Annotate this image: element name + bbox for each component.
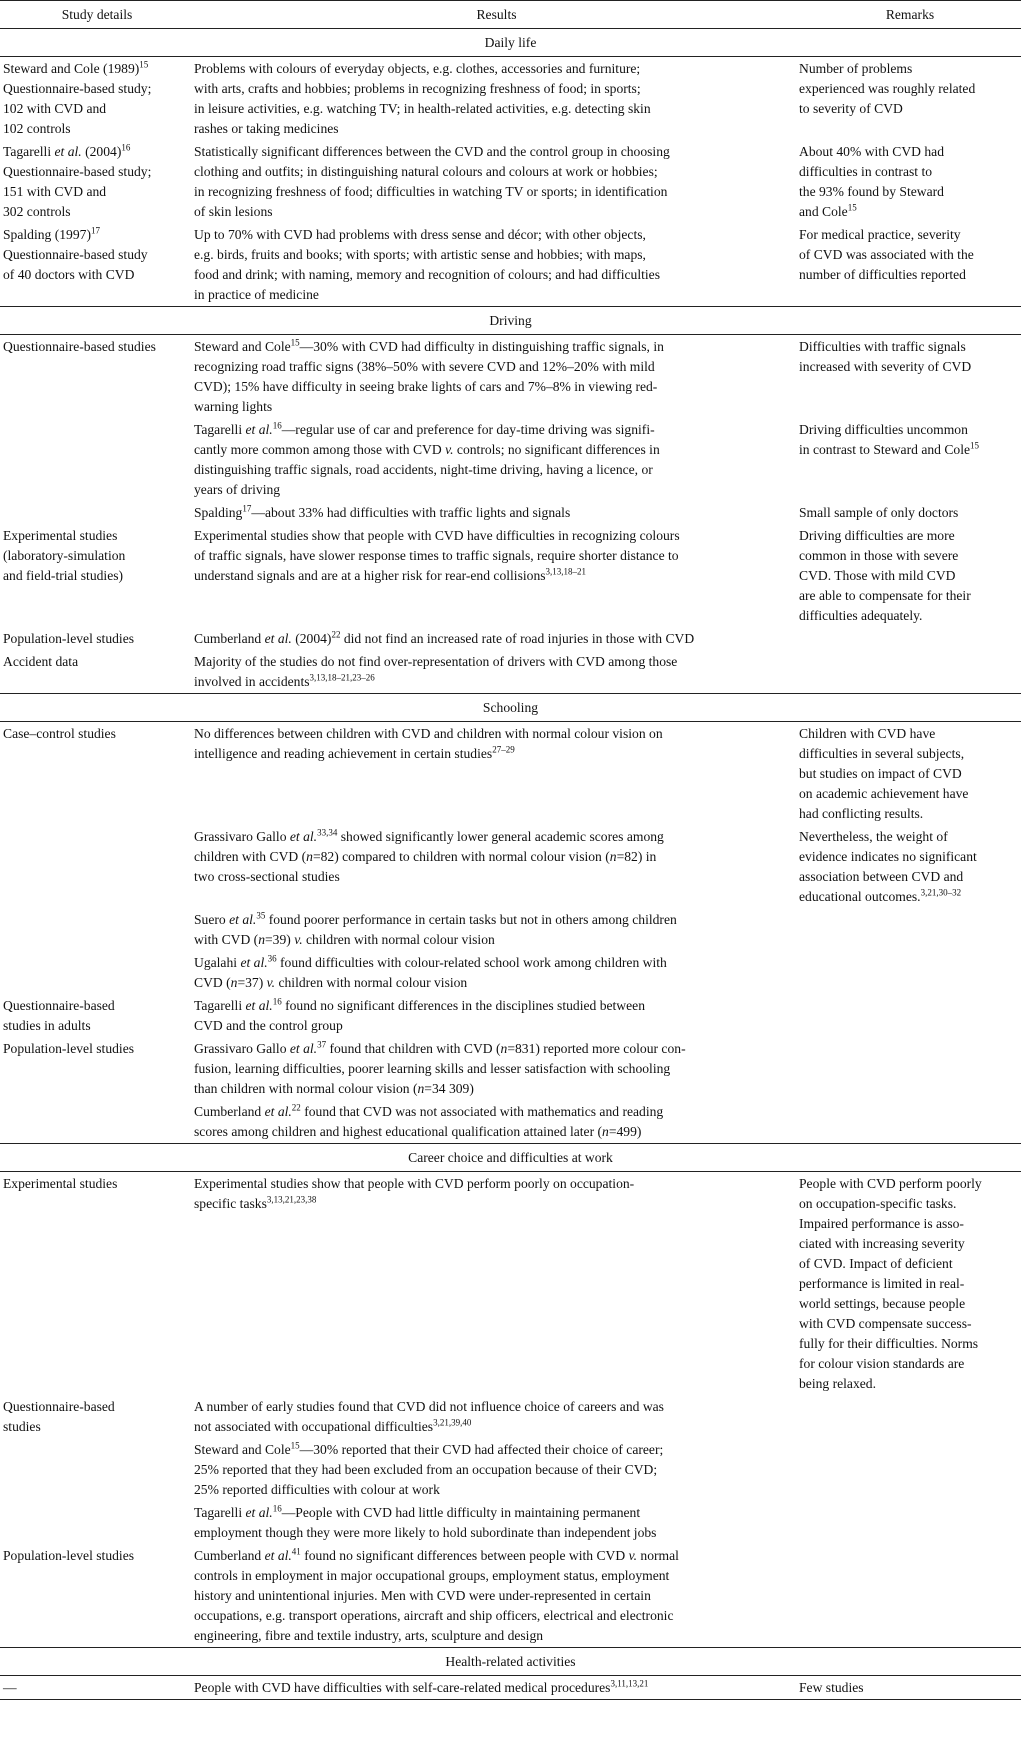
section-career: Career choice and difficulties at work bbox=[0, 1144, 1021, 1172]
study-cell: Spalding $(1997)^{17}$ Questionnaire-based study of 40 doctors with CVD bbox=[3, 225, 148, 282]
section-daily-life: Daily life bbox=[0, 29, 1021, 57]
result-cell: Statistically significant differences between the CVD and the control group in choosing clothing and outfits; in distinguishing natural colours and colours at work or hobbies; in recognizing freshness of food; difficulties in watching TV or sports; in identification of skin lesions bbox=[194, 144, 670, 219]
header-study-details: Study details bbox=[0, 1, 194, 29]
remark-cell: Difficulties with traffic signals increased with severity of CVD bbox=[799, 339, 972, 374]
study-cell bbox=[0, 951, 194, 994]
result-cell: Suero et al.$^{35}$ found poorer performance in certain tasks but not in others among children with CVD (n=39) v. children with normal colour vision bbox=[194, 910, 677, 947]
study-cell bbox=[0, 1501, 194, 1544]
study-cell: Questionnaire-based studies bbox=[3, 339, 156, 354]
remark-cell: Number of problems experienced was roughly related to severity of CVD bbox=[799, 61, 976, 116]
remark-cell bbox=[799, 1395, 1021, 1438]
table-row bbox=[0, 994, 1021, 1037]
study-cell: Questionnaire-based studies in adults bbox=[3, 998, 115, 1033]
study-cell: Questionnaire-based studies bbox=[3, 1399, 115, 1434]
remark-cell bbox=[799, 951, 1021, 994]
remark-cell: Few studies bbox=[799, 1680, 864, 1695]
study-cell: Population-level studies bbox=[3, 1041, 135, 1056]
table-row bbox=[0, 825, 1021, 908]
table-row bbox=[0, 1438, 1021, 1501]
study-cell: Experimental studies bbox=[3, 1176, 118, 1191]
study-cell bbox=[0, 1100, 194, 1144]
result-cell: Up to 70% with CVD had problems with dress sense and décor; with other objects, e.g. birds, fruits and books; with sports; with artistic sense and hobbies; with maps, food and drink; with naming, memory and recognition of colours; and had difficulties in practice of medicine bbox=[194, 227, 660, 302]
remark-cell: Driving difficulties uncommon in contrast to Steward and Cole$^{15}$ bbox=[799, 422, 980, 457]
section-row bbox=[0, 29, 1021, 57]
result-cell: Majority of the studies do not find over-representation of drivers with CVD among those involved in accidents$^{3,13,18-21,23-26}$ bbox=[194, 654, 678, 689]
remark-cell: Small sample of only doctors bbox=[799, 505, 959, 520]
table-row bbox=[0, 501, 1021, 524]
result-cell: Cumberland et al. $(2004)^{22}$ did not find an increased rate of road injuries in those with CVD bbox=[194, 629, 695, 646]
table-row bbox=[0, 1676, 1021, 1700]
study-cell bbox=[0, 825, 194, 908]
remark-cell: About 40% with CVD had difficulties in contrast to the 93% found by Steward and Cole$^{15}$ bbox=[799, 144, 944, 219]
study-cell: Population-level studies bbox=[3, 1548, 135, 1563]
study-cell bbox=[0, 418, 194, 501]
table-row bbox=[0, 1501, 1021, 1544]
table-row bbox=[0, 1100, 1021, 1144]
result-cell: Tagarelli et al.$^{16}$ found no significant differences in the disciplines studied between CVD and the control group bbox=[194, 996, 645, 1033]
result-cell: No differences between children with CVD and children with normal colour vision on intelligence and reading achievement in certain studies$^{27-29}$ bbox=[194, 726, 663, 761]
result-cell: Cumberland et al.$^{41}$ found no significant differences between people with CVD v. normal controls in employment in major occupational groups, employment status, employment history and unintentional injuries. Men with CVD were under-represented in certain occupations, e.g. transport operations, aircraft and ship officers, electrical and electronic engineering, fibre and textile industry, arts, sculpture and design bbox=[194, 1546, 679, 1643]
table-row bbox=[0, 140, 1021, 223]
result-cell: Steward and Cole$^{15}$—30% reported that their CVD had affected their choice of career; 25% reported that they had been excluded from an occupation because of their CVD; 25% reported difficulties with colour at work bbox=[194, 1440, 664, 1497]
result-cell: Grassivaro Gallo et al.$^{33,34}$ showed significantly lower general academic scores among children with CVD (n=82) compared to children with normal colour vision (n=82) in two cross-sectional studies bbox=[194, 827, 664, 884]
remark-cell: Nevertheless, the weight of evidence indicates no significant association between CVD and educational outcomes.$^{3,21,30-32}$ bbox=[799, 829, 977, 904]
remark-cell: People with CVD perform poorly on occupation-specific tasks. Impaired performance is asso- ciated with increasing severity of CVD. Impact of deficient performance is limited in real- world settings, because people with CVD compensate success- fully for their difficulties. Norms for colour vision standards are being relaxed. bbox=[799, 1176, 982, 1391]
section-row bbox=[0, 307, 1021, 335]
table-row bbox=[0, 1395, 1021, 1438]
remark-cell bbox=[799, 1100, 1021, 1144]
study-cell bbox=[0, 908, 194, 951]
table-row bbox=[0, 335, 1021, 419]
remark-cell bbox=[799, 994, 1021, 1037]
section-row bbox=[0, 1648, 1021, 1676]
study-cell bbox=[0, 1438, 194, 1501]
table-row bbox=[0, 57, 1021, 141]
study-cell: Population-level studies bbox=[3, 631, 135, 646]
remark-cell bbox=[799, 1438, 1021, 1501]
header-remarks: Remarks bbox=[799, 1, 1021, 29]
result-cell: A number of early studies found that CVD did not influence choice of careers and was not associated with occupational difficulties$^{3,21,39,40}$ bbox=[194, 1399, 664, 1434]
table-row bbox=[0, 951, 1021, 994]
result-cell: Ugalahi et al.$^{36}$ found difficulties with colour-related school work among children with CVD (n=37) v. children with normal colour vision bbox=[194, 953, 667, 990]
section-schooling: Schooling bbox=[0, 694, 1021, 722]
table-row bbox=[0, 627, 1021, 650]
header-results: Results bbox=[194, 1, 799, 29]
section-row bbox=[0, 694, 1021, 722]
table-row bbox=[0, 1037, 1021, 1100]
table-row bbox=[0, 1544, 1021, 1648]
table-row bbox=[0, 418, 1021, 501]
remark-cell bbox=[799, 908, 1021, 951]
result-cell: Grassivaro Gallo et al.$^{37}$ found that children with CVD (n=831) reported more colour con- fusion, learning difficulties, poorer learning skills and lesser satisfaction with schooling than children with normal colour vision (n=34 309) bbox=[194, 1039, 686, 1096]
result-cell: Problems with colours of everyday objects, e.g. clothes, accessories and furniture; with arts, crafts and hobbies; problems in recognizing freshness of food; in sports; in leisure activities, e.g. watching TV; in health-related activities, e.g. detecting skin rashes or taking medicines bbox=[194, 61, 651, 136]
study-cell: — bbox=[3, 1680, 17, 1695]
study-cell: Experimental studies (laboratory-simulation and field-trial studies) bbox=[3, 528, 126, 583]
table-row bbox=[0, 223, 1021, 307]
study-cell: Accident data bbox=[3, 654, 79, 669]
section-row bbox=[0, 1144, 1021, 1172]
table-row bbox=[0, 524, 1021, 627]
result-cell: Experimental studies show that people with CVD have difficulties in recognizing colours of traffic signals, have slower response times to traffic signals, require shorter distance to understand signals and are at a higher risk for rear-end collisions$^{3,13,18-21}$ bbox=[194, 528, 680, 583]
table-row bbox=[0, 650, 1021, 694]
study-cell: Case–control studies bbox=[3, 726, 116, 741]
result-cell: Spalding$^{17}$—about 33% had difficulties with traffic lights and signals bbox=[194, 503, 571, 520]
study-cell: Tagarelli et al. $(2004)^{16}$ Questionnaire-based study; 151 with CVD and 302 controls bbox=[3, 142, 152, 219]
section-driving: Driving bbox=[0, 307, 1021, 335]
remark-cell: Driving difficulties are more common in those with severe CVD. Those with mild CVD are able to compensate for their difficulties adequately. bbox=[799, 528, 971, 623]
result-cell: People with CVD have difficulties with self-care-related medical procedures$^{3,11,13,21}$ bbox=[194, 1678, 649, 1695]
remark-cell: Children with CVD have difficulties in several subjects, but studies on impact of CVD on academic achievement have had conflicting results. bbox=[799, 726, 969, 821]
result-cell: Tagarelli et al.$^{16}$—regular use of car and preference for day-time driving was signifi- cantly more common among those with CVD v. controls; no significant differences in distinguishing traffic signals, road accidents, night-time driving, having a licence, or years of driving bbox=[194, 420, 660, 497]
study-cell bbox=[0, 501, 194, 524]
table-row bbox=[0, 722, 1021, 826]
header-row bbox=[0, 1, 1021, 29]
remark-cell bbox=[799, 627, 1021, 650]
remark-cell bbox=[799, 1544, 1021, 1648]
remark-cell bbox=[799, 1037, 1021, 1100]
remark-cell bbox=[799, 650, 1021, 694]
table-row bbox=[0, 908, 1021, 951]
result-cell: Cumberland et al.$^{22}$ found that CVD was not associated with mathematics and reading scores among children and highest educational qualification attained later (n=499) bbox=[194, 1102, 664, 1139]
study-cell: Steward and Cole $(1989)^{15}$ Questionnaire-based study; 102 with CVD and 102 controls bbox=[3, 59, 152, 136]
section-health: Health-related activities bbox=[0, 1648, 1021, 1676]
remark-cell: For medical practice, severity of CVD was associated with the number of difficulties reported bbox=[799, 227, 974, 282]
result-cell: Experimental studies show that people with CVD perform poorly on occupation- specific tasks$^{3,13,21,23,38}$ bbox=[194, 1176, 635, 1211]
remark-cell bbox=[799, 1501, 1021, 1544]
table-row bbox=[0, 1172, 1021, 1396]
result-cell: Steward and Cole$^{15}$—30% with CVD had difficulty in distinguishing traffic signals, in recognizing road traffic signs (38%–50% with severe CVD and 12%–20% with mild CVD); 15% have difficulty in seeing brake lights of cars and 7%–8% in viewing red- warning lights bbox=[194, 337, 664, 414]
result-cell: Tagarelli et al.$^{16}$—People with CVD had little difficulty in maintaining permanent employment though they were more likely to hold subordinate than independent jobs bbox=[194, 1503, 657, 1540]
